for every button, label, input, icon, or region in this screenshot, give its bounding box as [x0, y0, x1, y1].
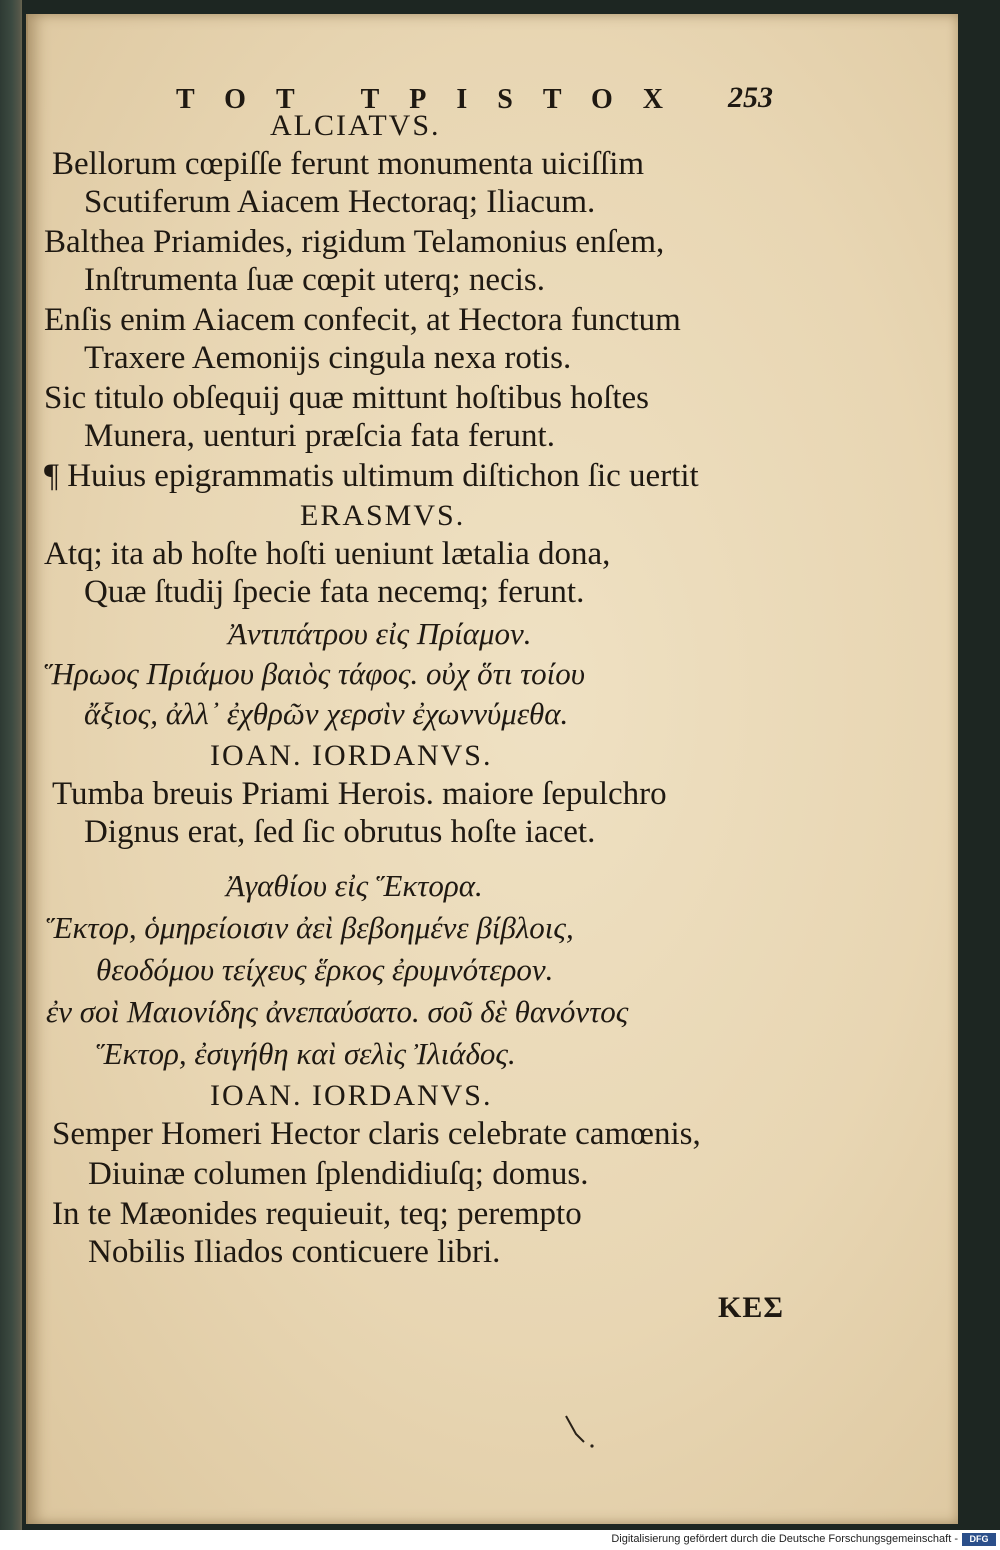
verse-line: Semper Homeri Hector claris celebrate camœnis, [52, 1116, 701, 1152]
verse-line: Diuinæ columen ſplendidiuſq; domus. [88, 1156, 589, 1192]
verse-line: Quæ ſtudij ſpecie fata necemq; ferunt. [84, 574, 585, 610]
footer-bar [0, 1530, 1000, 1550]
greek-verse-line: Ἥρωος Πριάμου βαιὸς τάφος. οὐχ ὅτι τοίου [44, 656, 586, 691]
verse-line: Sic titulo obſequij quæ mittunt hoſtibus hoſtes [44, 380, 650, 416]
digitization-credit: Digitalisierung gefördert durch die Deutsche Forschungsgemeinschaft - [611, 1533, 958, 1545]
verse-line: In te Mæonides requieuit, teq; perempto [52, 1196, 582, 1232]
heading-greek: Ἀντιπάτρου εἰς Πρίαμον. [228, 616, 532, 651]
verse-line: Scutiferum Aiacem Hectoraq; Iliacum. [84, 184, 596, 220]
verse-line: Atq; ita ab hoſte hoſti ueniunt lætalia dona, [44, 536, 611, 572]
greek-verse-line: Ἕκτορ, ἐσιγήθη καὶ σελὶς Ἰλιάδος. [96, 1036, 516, 1071]
verse-line: Enſis enim Aiacem confecit, at Hectora functum [44, 302, 681, 338]
verse-line: Inſtrumenta ſuæ cœpit uterq; necis. [84, 262, 545, 298]
greek-verse-line: ἄξιος, ἀλλ᾽ ἐχθρῶν χερσὶν ἐχωννύμεθα. [84, 696, 569, 731]
verse-line: Balthea Priamides, rigidum Telamonius enſem, [44, 224, 665, 260]
heading-alciatus: ALCIATVS. [270, 109, 441, 142]
greek-verse-line: θεοδόμου τείχευς ἕρκος ἐρυμνότερον. [96, 952, 554, 987]
prose-line: ¶ Huius epigrammatis ultimum diſtichon ſic uertit [44, 458, 699, 494]
heading-iordanus: IOAN. IORDANVS. [210, 739, 493, 772]
running-head: TOT TPISTOX [176, 84, 694, 115]
verse-line: Bellorum cœpiſſe ferunt monumenta uiciſſim [52, 146, 645, 182]
heading-erasmus: ERASMVS. [300, 499, 466, 532]
greek-verse-line: ἐν σοὶ Μαιονίδης ἀνεπαύσατο. σοῦ δὲ θανόντος [46, 994, 629, 1029]
heading-iordanus: IOAN. IORDANVS. [210, 1079, 493, 1112]
heading-greek: Ἀγαθίου εἰς Ἕκτορα. [226, 868, 483, 903]
verse-line: Dignus erat, ſed ſic obrutus hoſte iacet. [84, 814, 596, 850]
dfg-logo: DFG [962, 1533, 996, 1546]
verse-line: Traxere Aemonijs cingula nexa rotis. [84, 340, 572, 376]
verse-line: Nobilis Iliados conticuere libri. [88, 1234, 501, 1270]
verse-line: Tumba breuis Priami Herois. maiore ſepulchro [52, 776, 667, 812]
greek-verse-line: Ἕκτορ, ὁμηρείοισιν ἀεὶ βεβοημένε βίβλοις, [46, 910, 574, 945]
page-number: 253 [728, 81, 773, 114]
book-page [26, 14, 958, 1524]
ink-mark-icon [562, 1412, 602, 1452]
catchword: ΚΕΣ [718, 1291, 784, 1324]
verse-line: Munera, uenturi præſcia fata ferunt. [84, 418, 555, 454]
